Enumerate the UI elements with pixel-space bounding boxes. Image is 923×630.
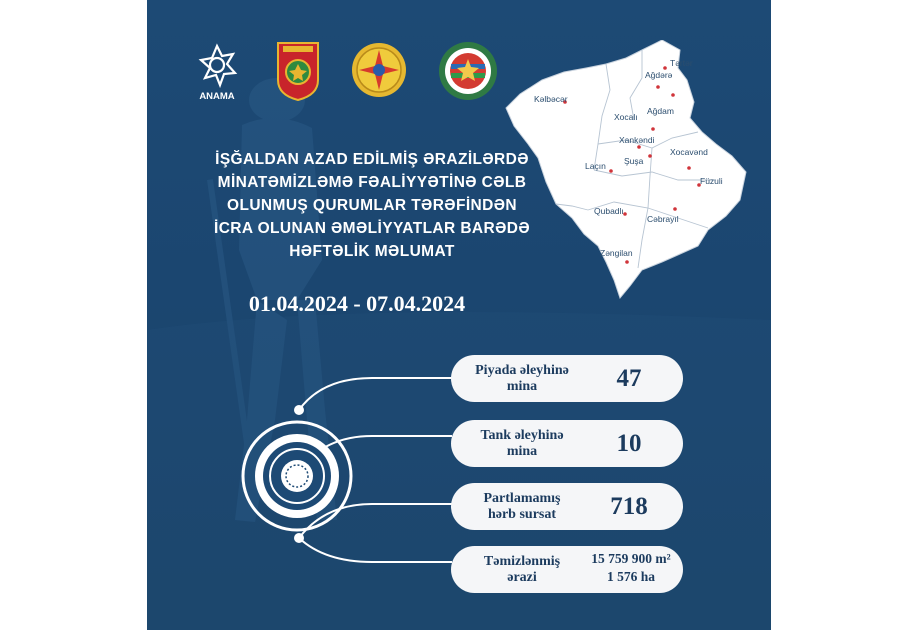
map-label-xankendi: Xankəndi — [619, 135, 655, 145]
stat-card-uxo — [451, 483, 683, 530]
map-label-lacin: Laçın — [585, 161, 606, 171]
map-label-zengilan: Zəngilan — [600, 248, 633, 258]
map-label-susa: Şuşa — [624, 156, 644, 166]
stat-label-line-1: Piyada əleyhinə — [475, 362, 569, 378]
stat-card-cleared-area — [451, 546, 683, 593]
infographic-poster — [147, 0, 771, 630]
headline-line-5: HƏFTƏLİK MƏLUMAT — [289, 243, 455, 260]
map-label-xocavend: Xocavənd — [670, 147, 708, 157]
stat-label — [467, 483, 577, 530]
stat-value: 10 — [616, 429, 642, 457]
stat-value-square-meters: 15 759 900 m² — [591, 551, 671, 566]
map-label-xocali: Xocalı — [614, 112, 638, 122]
mine-connector-diagram — [147, 0, 771, 630]
map-label-terter: Tərtər — [670, 58, 693, 68]
map-label-agdere: Ağdərə — [645, 70, 673, 80]
stat-label-line-1: Partlamamış — [483, 490, 561, 506]
stat-label-line-2: mina — [506, 378, 538, 394]
map-label-cebrayil: Cəbrayıl — [647, 214, 679, 224]
connector-line-1 — [299, 378, 452, 410]
stat-label — [467, 420, 577, 467]
stat-label-line-1: Tank əleyhinə — [480, 427, 564, 443]
stat-value-hectares: 1 576 ha — [606, 569, 655, 584]
stat-label-line-2: mina — [506, 443, 538, 459]
headline-line-3: OLUNMUŞ QURUMLAR TƏRƏFİNDƏN — [227, 197, 517, 214]
stat-label — [467, 546, 577, 593]
stat-card-antipersonnel — [451, 355, 683, 402]
anama-logo-text: ANAMA — [199, 91, 235, 102]
map-label-qubadli: Qubadlı — [594, 206, 624, 216]
stat-value: 718 — [610, 492, 648, 520]
stat-card-antitank — [451, 420, 683, 467]
connector-line-4 — [299, 538, 452, 562]
headline-line-2: MİNATƏMİZLƏMƏ FƏALİYYƏTİNƏ CƏLB — [217, 174, 527, 191]
stat-label-line-2: ərazi — [507, 569, 537, 585]
stat-label — [467, 355, 577, 402]
stat-label-line-1: Təmizlənmiş — [483, 553, 561, 569]
date-range: 01.04.2024 - 07.04.2024 — [248, 291, 466, 316]
stat-value-area — [579, 550, 683, 586]
map-label-agdam: Ağdam — [647, 106, 674, 116]
mine-target-icon — [243, 422, 351, 530]
stat-value: 47 — [616, 364, 642, 392]
headline-line-1: İŞĞALDAN AZAD EDİLMİŞ ƏRAZİLƏRDƏ — [215, 151, 529, 168]
map-label-kelbecer: Kəlbəcər — [534, 94, 568, 104]
stat-label-line-2: hərb sursat — [487, 506, 557, 522]
map-label-fuzuli: Füzuli — [700, 176, 723, 186]
headline-line-4: İCRA OLUNAN ƏMƏLİYYATLAR BARƏDƏ — [213, 220, 531, 237]
